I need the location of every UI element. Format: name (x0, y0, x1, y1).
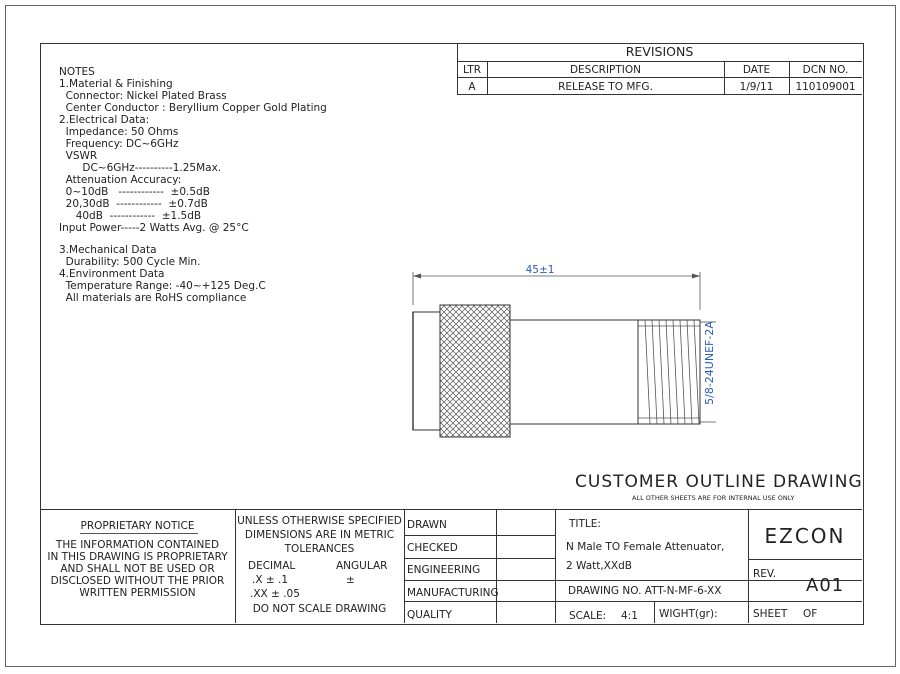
rev-header-dcn: DCN NO. (802, 64, 849, 76)
notes-line: All materials are RoHS compliance (59, 292, 247, 304)
notes-line: 3.Mechanical Data (59, 244, 157, 256)
angular-tolerance: ± (346, 574, 355, 586)
part-title-line1: N Male TO Female Attenuator, (566, 541, 725, 553)
scale-label: SCALE: (569, 610, 607, 622)
proprietary-notice-title: PROPRIETARY NOTICE (80, 520, 195, 532)
xx-tolerance: .XX ± .05 (250, 588, 300, 600)
tolerance-line: UNLESS OTHERWISE SPECIFIED (237, 515, 402, 527)
notes-line: DC~6GHz----------1.25Max. (59, 162, 222, 174)
of-label: OF (803, 608, 818, 620)
notes-line: Impedance: 50 Ohms (59, 126, 179, 138)
role-quality: QUALITY (407, 609, 452, 621)
notes-line: Temperature Range: -40~+125 Deg.C (59, 280, 266, 292)
rev-row-description: RELEASE TO MFG. (558, 81, 653, 93)
notes-heading: NOTES (59, 66, 95, 78)
role-manufacturing: MANUFACTURING (407, 587, 499, 599)
proprietary-line: IN THIS DRAWING IS PROPRIETARY (47, 551, 228, 563)
part-title-line2: 2 Watt,XXdB (566, 560, 632, 572)
proprietary-line: WRITTEN PERMISSION (79, 587, 196, 599)
proprietary-line: DISCLOSED WITHOUT THE PRIOR (50, 575, 225, 587)
notes-line: Center Conductor : Beryllium Copper Gold Plating (59, 102, 327, 114)
role-checked: CHECKED (407, 542, 458, 554)
notes-line: 4.Environment Data (59, 268, 165, 280)
thread-spec-label: 5/8-24UNEF-2A (703, 321, 716, 405)
length-dimension: 45±1 (525, 264, 555, 276)
notes-line: 40dB ------------ ±1.5dB (59, 210, 202, 222)
rev-row-dcn: 110109001 (795, 81, 856, 93)
x-tolerance: .X ± .1 (252, 574, 289, 586)
notes-line: Frequency: DC~6GHz (59, 138, 179, 150)
tolerance-line: TOLERANCES (284, 543, 355, 555)
notes-line: 0~10dB ------------ ±0.5dB (59, 186, 210, 198)
notes-line: Input Power-----2 Watts Avg. @ 25°C (59, 222, 249, 234)
rev-header-ltr: LTR (462, 64, 482, 76)
rev-header-date: DATE (742, 64, 771, 76)
sheet-label: SHEET (753, 608, 788, 620)
scale-value: 4:1 (621, 610, 638, 622)
role-engineering: ENGINEERING (407, 564, 481, 576)
title-label: TITLE: (569, 518, 601, 530)
drawing-number: DRAWING NO. ATT-N-MF-6-XX (568, 585, 722, 597)
notes-line: 2.Electrical Data: (59, 114, 150, 126)
notes-line: Connector: Nickel Plated Brass (59, 90, 227, 102)
rev-row-ltr: A (468, 81, 476, 93)
proprietary-line: THE INFORMATION CONTAINED (55, 539, 220, 551)
customer-outline-title: CUSTOMER OUTLINE DRAWING (575, 472, 863, 492)
company-logo-text: EZCON (764, 524, 846, 548)
role-drawn: DRAWN (407, 519, 447, 531)
rev-row-date: 1/9/11 (739, 81, 774, 93)
angular-label: ANGULAR (336, 560, 388, 572)
notes-line: Durability: 500 Cycle Min. (59, 256, 201, 268)
notes-line: 20,30dB ------------ ±0.7dB (59, 198, 208, 210)
rev-value: A01 (806, 575, 845, 596)
rev-label: REV. (753, 568, 777, 580)
decimal-label: DECIMAL (248, 560, 296, 572)
weight-label: WIGHT(gr): (659, 608, 718, 620)
tolerance-line: DIMENSIONS ARE IN METRIC (244, 529, 395, 541)
do-not-scale-note: DO NOT SCALE DRAWING (252, 603, 387, 615)
notes-line: VSWR (59, 150, 98, 162)
attenuator-outline-drawing (400, 255, 730, 445)
notes-line: Attenuation Accuracy: (59, 174, 182, 186)
customer-outline-subtitle: ALL OTHER SHEETS ARE FOR INTERNAL USE ONLY (632, 494, 795, 502)
notes-line: 1.Material & Finishing (59, 78, 173, 90)
rev-header-description: DESCRIPTION (569, 64, 642, 76)
proprietary-line: AND SHALL NOT BE USED OR (60, 563, 215, 575)
revisions-title: REVISIONS (625, 44, 694, 59)
